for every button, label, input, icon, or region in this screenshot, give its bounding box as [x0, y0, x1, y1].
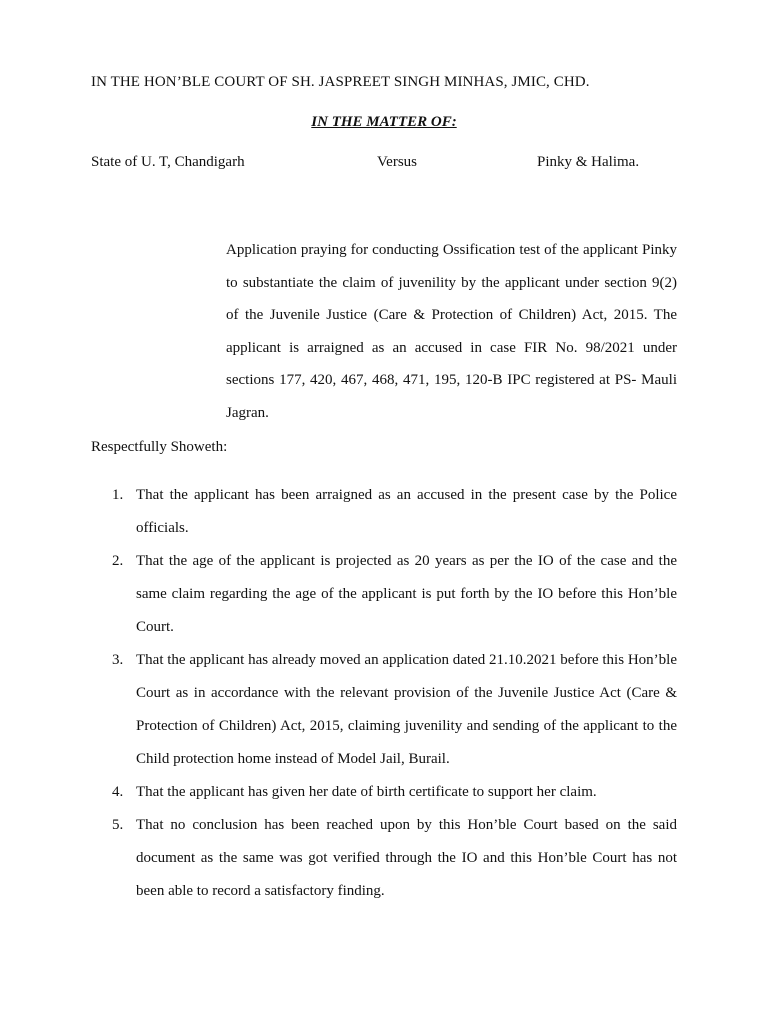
list-item [112, 644, 677, 776]
list-item-number: 5. [112, 817, 124, 833]
list-item [112, 776, 677, 809]
application-paragraph: Application praying for conducting Ossification test of the applicant Pinky to substantiate the claim of juvenility by the applicant under section 9(2) of the Juvenile Justice (Care & Protection of Children) Act, 2015. The applicant is arraigned as an accused in case FIR No. 98/2021 under sections 177, 420, 467, 468, 471, 195, 120-B IPC registered at PS- Mauli Jagran. [226, 242, 677, 421]
list-item-text: That the applicant has been arraigned as an accused in the present case by the Police officials. [136, 487, 677, 536]
list-item-number: 3. [112, 652, 124, 668]
list-item [112, 479, 677, 545]
court-title: IN THE HON’BLE COURT OF SH. JASPREET SINGH MINHAS, JMIC, CHD. [91, 74, 590, 90]
list-item-number: 1. [112, 487, 124, 503]
list-item-text: That the applicant has already moved an application dated 21.10.2021 before this Hon’ble Court as in accordance with the relevant provision of the Juvenile Justice Act (Care & Protection of Children) Act, 2015, claiming juvenility and sending of the applicant to the Child protection home instead of Model Jail, Burail. [136, 652, 677, 767]
numbered-points-list [112, 479, 677, 908]
petitioner-name: State of U. T, Chandigarh [91, 154, 245, 170]
list-item [112, 809, 677, 908]
versus-label: Versus [377, 154, 417, 170]
list-item-number: 2. [112, 553, 124, 569]
list-item-number: 4. [112, 784, 124, 800]
list-item-text: That the age of the applicant is projected as 20 years as per the IO of the case and the same claim regarding the age of the applicant is put forth by the IO before this Hon’ble Court. [136, 553, 677, 635]
list-item [112, 545, 677, 644]
parties-line [91, 154, 691, 176]
list-item-text: That the applicant has given her date of birth certificate to support her claim. [136, 784, 597, 800]
list-item-text: That no conclusion has been reached upon by this Hon’ble Court based on the said document as the same was got verified through the IO and this Hon’ble Court has not been able to record a satisfactory finding. [136, 817, 677, 899]
matter-heading: IN THE MATTER OF: [311, 114, 457, 130]
respectfully-showeth: Respectfully Showeth: [91, 439, 228, 455]
respondent-name: Pinky & Halima. [537, 154, 640, 170]
